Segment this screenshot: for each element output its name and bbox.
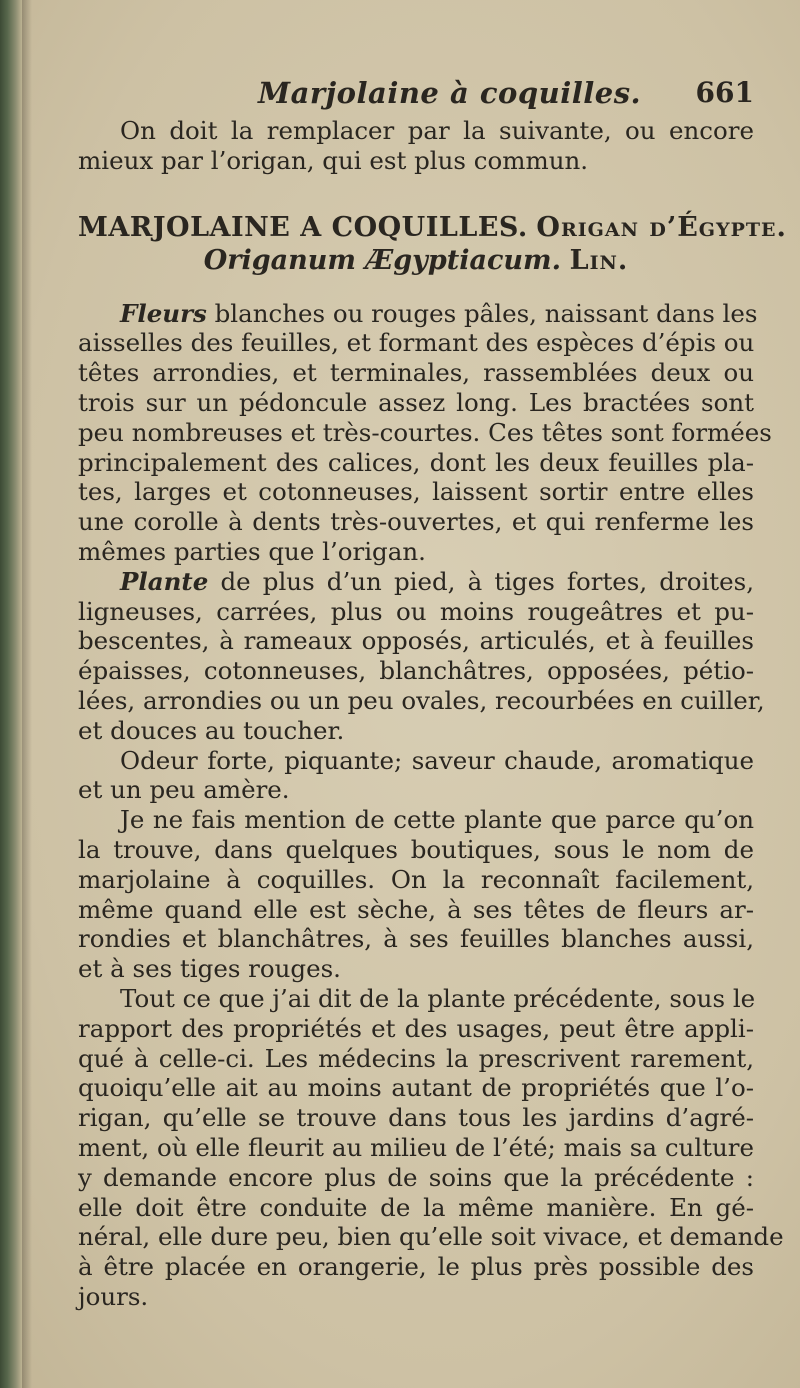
- running-title: Marjolaine à coquilles.: [258, 76, 642, 110]
- intro-paragraph: [78, 116, 754, 176]
- heading-main: MARJOLAINE A COQUILLES.: [78, 211, 528, 243]
- text-line: tes, larges et cotonneuses, laissent sortir entre elles: [78, 477, 754, 507]
- text-line: quoiqu’elle ait au moins autant de propriétés que l’o-: [78, 1073, 754, 1103]
- running-head: [78, 72, 754, 112]
- entry-heading: [78, 211, 787, 244]
- text-line: têtes arrondies, et terminales, rassemblées deux ou: [78, 358, 754, 388]
- paragraph-fleurs: [78, 298, 772, 567]
- text-line: une corolle à dents très-ouvertes, et qui renferme les: [78, 507, 754, 537]
- paragraph-odeur: [78, 746, 754, 806]
- text-line: rapport des propriétés et des usages, peut être appli-: [78, 1013, 754, 1043]
- text-line: elle doit être conduite de la même manière. En gé-: [78, 1192, 754, 1222]
- text-line: épaisses, cotonneuses, blanchâtres, opposées, pétio-: [78, 656, 754, 686]
- paragraph-usages: [78, 983, 784, 1312]
- text-line: rigan, qu’elle se trouve dans tous les jardins d’agré-: [78, 1103, 754, 1133]
- text-line: y demande encore plus de soins que la précédente :: [78, 1162, 754, 1192]
- paragraph-mention: [78, 805, 754, 984]
- text-line: [78, 567, 754, 597]
- text-line: mêmes parties que l’origan.: [78, 536, 426, 566]
- text-run: de plus d’un pied, à tiges fortes, droites,: [208, 566, 754, 596]
- page-text: [78, 72, 787, 1312]
- text-line: bescentes, à rameaux opposés, articulés, et à feuilles: [78, 626, 754, 656]
- text-line: [78, 298, 758, 329]
- latin-heading: [78, 244, 754, 277]
- text-line: trois sur un pédoncule assez long. Les bractées sont: [78, 387, 754, 417]
- text-run: blanches ou rouges pâles, naissant dans les: [206, 298, 758, 328]
- book-binding: [0, 0, 22, 1388]
- text-line: et un peu amère.: [78, 775, 290, 805]
- text-line: et à ses tiges rouges.: [78, 954, 341, 984]
- text-line: ligneuses, carrées, plus ou moins rougeâtres et pu-: [78, 596, 754, 626]
- text-line: même quand elle est sèche, à ses têtes de fleurs ar-: [78, 894, 754, 924]
- text-line: lées, arrondies ou un peu ovales, recourbées en cuiller,: [78, 685, 765, 715]
- latin-name: Origanum Ægyptiacum.: [203, 244, 561, 276]
- text-line: qué à celle-ci. Les médecins la prescrivent rarement,: [78, 1043, 754, 1073]
- text-line: rondies et blanchâtres, à ses feuilles blanches aussi,: [78, 924, 754, 954]
- text-line: mieux par l’origan, qui est plus commun.: [78, 145, 589, 175]
- heading-common-name: Origan d’Égypte.: [536, 211, 787, 243]
- latin-author: Lin.: [569, 244, 629, 276]
- text-line: aisselles des feuilles, et formant des espèces d’épis ou: [78, 328, 755, 358]
- text-line: et douces au toucher.: [78, 715, 345, 745]
- paragraph-lead: Plante: [120, 566, 209, 596]
- text-line: Odeur forte, piquante; saveur chaude, aromatique: [120, 745, 754, 775]
- paragraph-plante: [78, 566, 765, 746]
- text-line: Je ne fais mention de cette plante que parce qu’on: [120, 805, 754, 835]
- text-line: néral, elle dure peu, bien qu’elle soit vivace, et demande: [78, 1222, 784, 1252]
- paragraph-lead: Fleurs: [120, 298, 207, 328]
- text-line: jours.: [78, 1281, 149, 1311]
- text-line: Tout ce que j’ai dit de la plante précédente, sous le: [120, 983, 756, 1013]
- text-line: la trouve, dans quelques boutiques, sous le nom de: [78, 834, 754, 864]
- page-number: 661: [695, 76, 754, 109]
- text-line: marjolaine à coquilles. On la reconnaît facilement,: [78, 864, 754, 894]
- text-line: ment, où elle fleurit au milieu de l’été; mais sa culture: [78, 1132, 754, 1162]
- text-line: principalement des calices, dont les deux feuilles pla-: [78, 447, 754, 477]
- text-line: peu nombreuses et très-courtes. Ces têtes sont formées: [78, 417, 772, 447]
- binding-shadow: [22, 0, 32, 1388]
- text-line: On doit la remplacer par la suivante, ou encore: [120, 116, 754, 145]
- text-line: à être placée en orangerie, le plus près possible des: [78, 1252, 754, 1282]
